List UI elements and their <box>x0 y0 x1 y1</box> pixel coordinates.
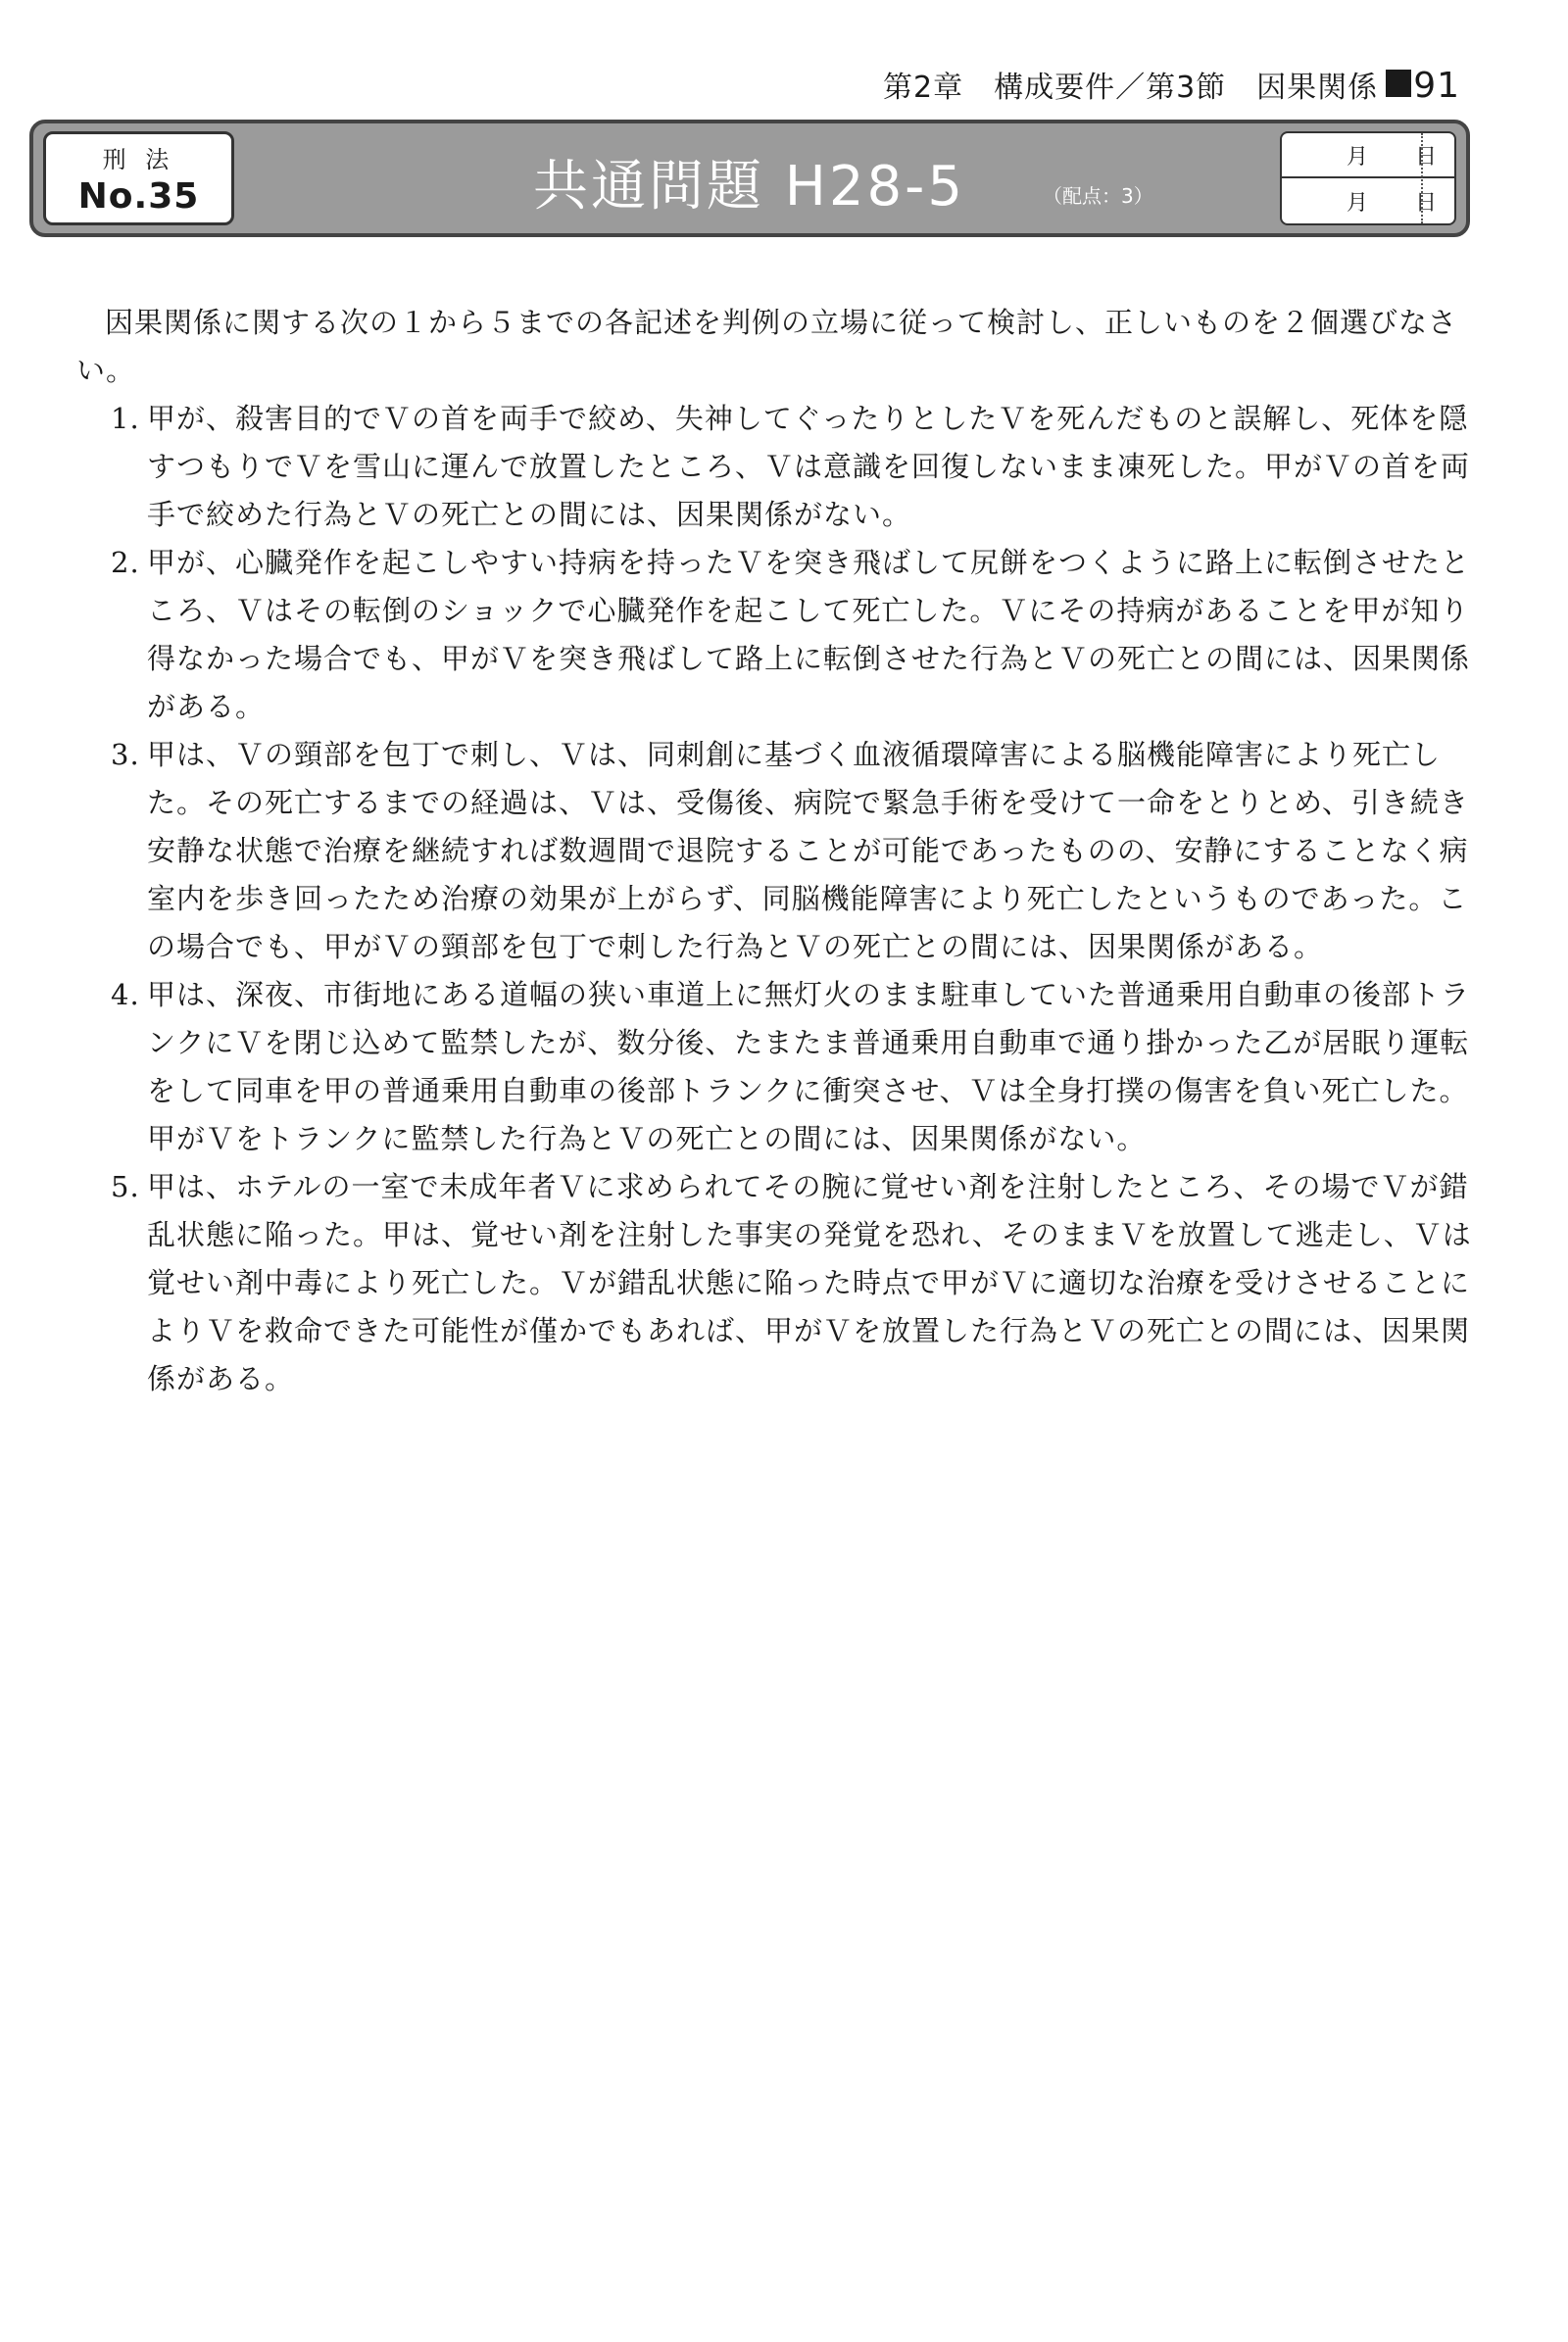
choice-number: 2. <box>111 546 140 579</box>
choice-item <box>76 731 1488 971</box>
choice-number: 4. <box>111 978 140 1011</box>
page-number: 91 <box>1413 66 1460 106</box>
choice-item <box>76 1163 1488 1403</box>
problem-title: 共通問題 H28-5 <box>533 155 966 219</box>
question-body <box>76 299 1488 1403</box>
choice-number: 3. <box>111 738 140 771</box>
title-bar <box>29 120 1470 237</box>
day-label: 日 <box>1414 190 1437 216</box>
choice-number: 1. <box>111 402 140 435</box>
subject-badge <box>43 131 234 225</box>
study-date-box <box>1280 131 1456 225</box>
date-row-2 <box>1282 178 1454 223</box>
chapter-heading: 第2章 構成要件／第3節 因果関係 <box>883 71 1379 105</box>
score-label: （配点：3） <box>1043 184 1153 208</box>
day-label: 日 <box>1414 144 1437 170</box>
choice-text: 甲は、ホテルの一室で未成年者Ｖに求められてその腕に覚せい剤を注射したところ、その場でＶが錯乱状態に陥った。甲は、覚せい剤を注射した事実の発覚を恐れ、そのままＶを放置して逃走し、Ｖは覚せい剤中毒により死亡した。Ｖが錯乱状態に陥った時点で甲がＶに適切な治療を受けさせることによりＶを救命できた可能性が僅かでもあれば、甲がＶを放置した行為とＶの死亡との間には、因果関係がある。 <box>147 1170 1472 1395</box>
choice-text: 甲が、殺害目的でＶの首を両手で絞め、失神してぐったりとしたＶを死んだものと誤解し、死体を隠すつもりでＶを雪山に運んで放置したところ、Ｖは意識を回復しないまま凍死した。甲がＶの首を両手で絞めた行為とＶの死亡との間には、因果関係がない。 <box>147 402 1471 531</box>
problem-number: No.35 <box>77 176 200 217</box>
choice-item <box>76 971 1488 1163</box>
date-row-1 <box>1282 133 1454 178</box>
choice-text: 甲は、深夜、市街地にある道幅の狭い車道上に無灯火のまま駐車していた普通乗用自動車の後部トランクにＶを閉じ込めて監禁したが、数分後、たまたま普通乗用自動車で通り掛かった乙が居眠り運転をして同車を甲の普通乗用自動車の後部トランクに衝突させ、Ｖは全身打撲の傷害を負い死亡した。甲がＶをトランクに監禁した行為とＶの死亡との間には、因果関係がない。 <box>147 978 1471 1155</box>
checkbox-divider <box>1421 133 1423 223</box>
choice-text: 甲が、心臓発作を起こしやすい持病を持ったＶを突き飛ばして尻餅をつくように路上に転倒させたところ、Ｖはその転倒のショックで心臓発作を起こして死亡した。Ｖにその持病があることを甲が知り得なかった場合でも、甲がＶを突き飛ばして路上に転倒させた行為とＶの死亡との間には、因果関係がある。 <box>147 546 1471 723</box>
choice-number: 5. <box>111 1170 140 1203</box>
question-intro: 因果関係に関する次の１から５までの各記述を判例の立場に従って検討し、正しいものを２個選びなさい。 <box>76 306 1458 387</box>
choice-list <box>76 395 1488 1403</box>
running-head <box>883 63 1460 106</box>
choice-item <box>76 395 1488 539</box>
choice-text: 甲は、Ｖの頸部を包丁で刺し、Ｖは、同刺創に基づく血液循環障害による脳機能障害により死亡した。その死亡するまでの経過は、Ｖは、受傷後、病院で緊急手術を受けて一命をとりとめ、引き続き安静な状態で治療を継続すれば数週間で退院することが可能であったものの、安静にすることなく病室内を歩き回ったため治療の効果が上がらず、同脳機能障害により死亡したというものであった。この場合でも、甲がＶの頸部を包丁で刺した行為とＶの死亡との間には、因果関係がある。 <box>147 738 1469 963</box>
month-label: 月 <box>1346 190 1368 216</box>
subject-label: 刑 法 <box>102 146 175 173</box>
month-label: 月 <box>1346 144 1368 170</box>
choice-item <box>76 539 1488 731</box>
black-square-icon <box>1386 70 1411 97</box>
